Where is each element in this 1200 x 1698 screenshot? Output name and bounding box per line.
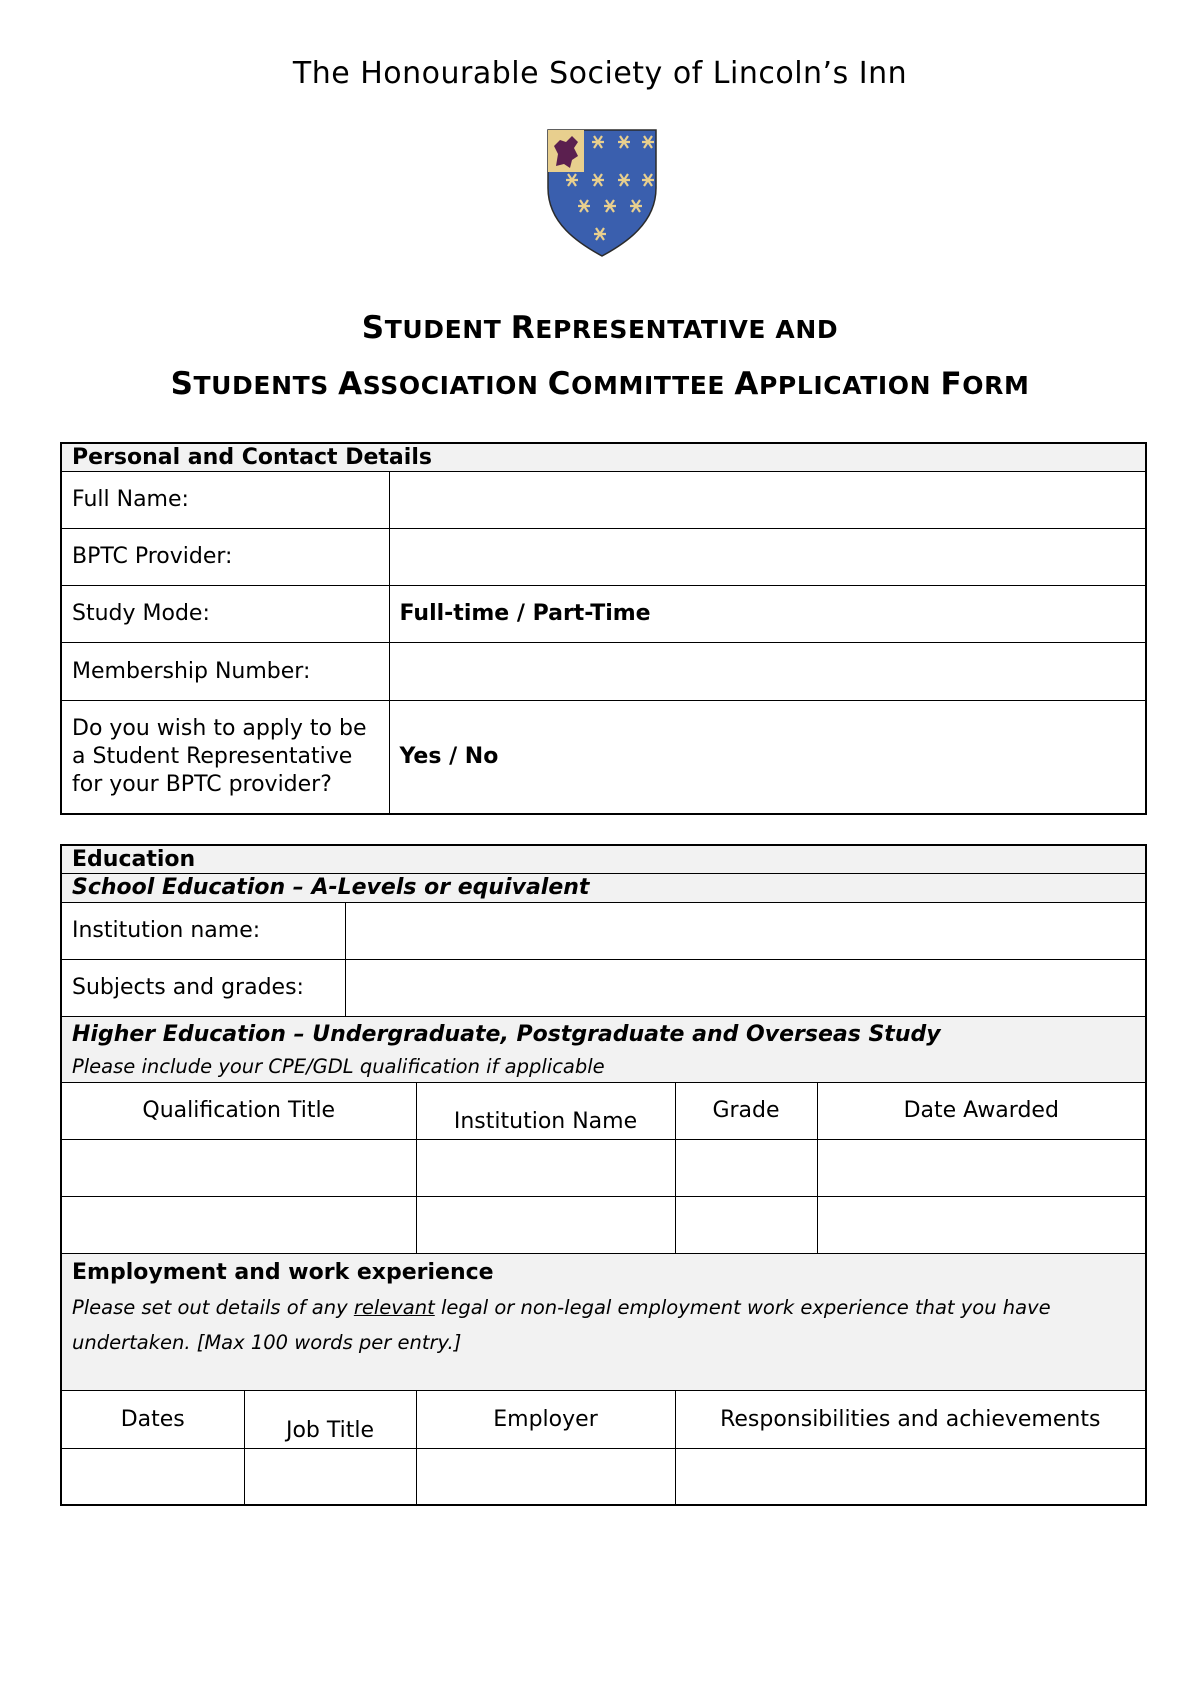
bptc-provider-field[interactable]: [389, 528, 1146, 585]
date-awarded-header: Date Awarded: [817, 1082, 1146, 1139]
higher-education-row: [61, 1196, 1146, 1253]
qualification-title-cell[interactable]: [61, 1139, 416, 1196]
study-mode-field[interactable]: Full-time / Part-Time: [389, 585, 1146, 642]
higher-education-heading: [61, 1016, 1146, 1082]
higher-education-title: Higher Education – Undergraduate, Postgraduate and Overseas Study: [72, 1022, 941, 1047]
dates-cell[interactable]: [61, 1448, 244, 1505]
education-employment-table: [60, 844, 1147, 1506]
subjects-grades-field[interactable]: [345, 959, 1146, 1016]
qualification-title-header: Qualification Title: [61, 1082, 416, 1139]
grade-cell[interactable]: [675, 1139, 817, 1196]
institution-name-header: Institution Name: [416, 1082, 675, 1139]
form-title-line-2: STUDENTS ASSOCIATION COMMITTEE APPLICATION FORM: [170, 366, 1030, 402]
institution-name-cell[interactable]: [416, 1196, 675, 1253]
membership-number-field[interactable]: [389, 642, 1146, 700]
lincolns-inn-crest-icon: [546, 128, 658, 258]
date-awarded-cell[interactable]: [817, 1139, 1146, 1196]
study-mode-label: Study Mode:: [61, 585, 389, 642]
qualification-title-cell[interactable]: [61, 1196, 416, 1253]
organisation-name: The Honourable Society of Lincoln’s Inn: [292, 56, 908, 91]
subjects-grades-label: Subjects and grades:: [61, 959, 345, 1016]
institution-name-label: Institution name:: [61, 902, 345, 959]
student-rep-answer-field[interactable]: Yes / No: [389, 700, 1146, 814]
employer-cell[interactable]: [416, 1448, 675, 1505]
full-name-field[interactable]: [389, 471, 1146, 528]
grade-cell[interactable]: [675, 1196, 817, 1253]
higher-education-row: [61, 1139, 1146, 1196]
school-education-heading: School Education – A-Levels or equivalent: [61, 873, 1146, 902]
employment-heading-block: [61, 1253, 1146, 1390]
education-heading: Education: [61, 845, 1146, 873]
institution-name-cell[interactable]: [416, 1139, 675, 1196]
student-rep-question-label: Do you wish to apply to be a Student Representative for your BPTC provider?: [61, 700, 389, 814]
membership-number-label: Membership Number:: [61, 642, 389, 700]
full-name-label: Full Name:: [61, 471, 389, 528]
personal-details-table: [60, 442, 1147, 815]
employer-header: Employer: [416, 1390, 675, 1448]
higher-education-note: Please include your CPE/GDL qualification if applicable: [72, 1055, 605, 1078]
job-title-header: Job Title: [244, 1390, 416, 1448]
institution-name-field[interactable]: [345, 902, 1146, 959]
personal-details-heading: Personal and Contact Details: [61, 443, 1146, 471]
responsibilities-header: Responsibilities and achievements: [675, 1390, 1146, 1448]
job-title-cell[interactable]: [244, 1448, 416, 1505]
date-awarded-cell[interactable]: [817, 1196, 1146, 1253]
bptc-provider-label: BPTC Provider:: [61, 528, 389, 585]
grade-header: Grade: [675, 1082, 817, 1139]
employment-heading: Employment and work experience: [72, 1259, 494, 1285]
form-title-line-1: STUDENT REPRESENTATIVE AND: [361, 310, 839, 346]
dates-header: Dates: [61, 1390, 244, 1448]
employment-note: Please set out details of any relevant legal or non-legal employment work experience that you have undertaken. [Max 100 words per entry.]: [72, 1295, 1051, 1354]
responsibilities-cell[interactable]: [675, 1448, 1146, 1505]
employment-row: [61, 1448, 1146, 1505]
